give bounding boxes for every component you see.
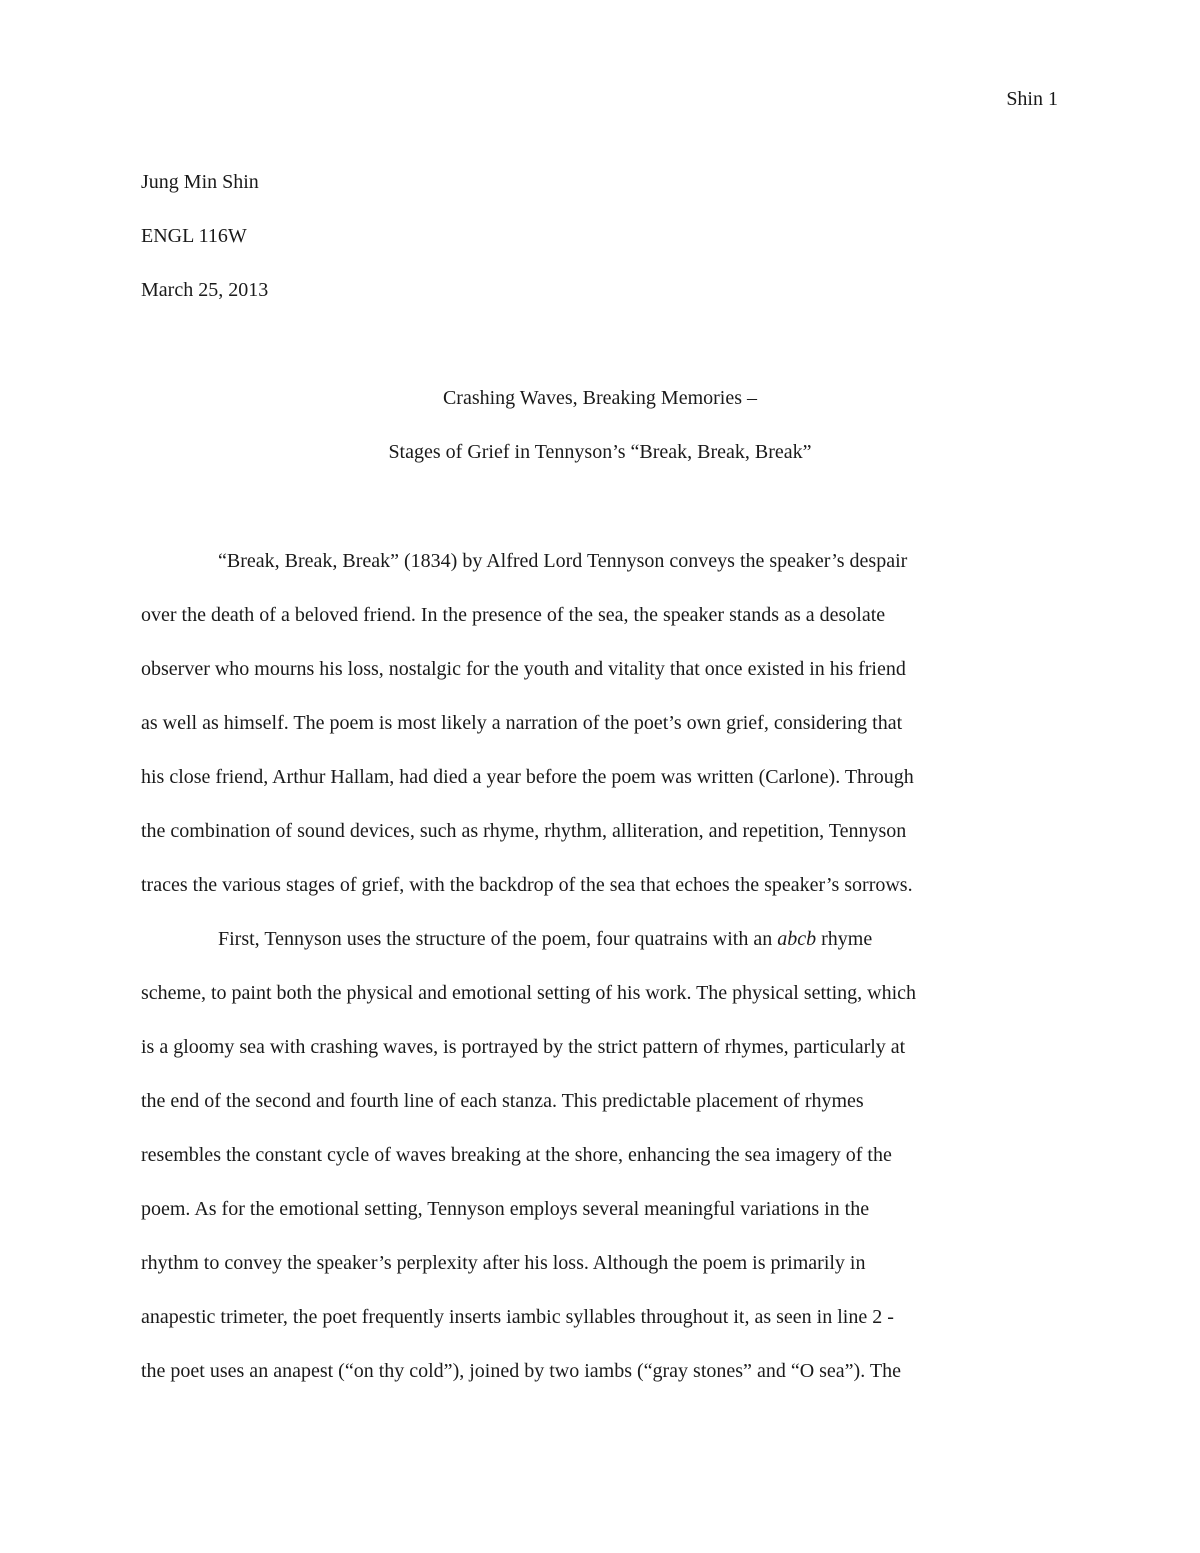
paragraph-line: resembles the constant cycle of waves breaking at the shore, enhancing the sea imagery of the [141,1144,892,1166]
essay-title [141,385,1059,493]
italic-term: abcb [777,928,817,950]
paragraph-line: his close friend, Arthur Hallam, had died a year before the poem was written (Carlone). Through [141,766,914,788]
running-head: Shin 1 [1006,88,1058,110]
paragraph-line: anapestic trimeter, the poet frequently inserts iambic syllables throughout it, as seen in line 2 - [141,1306,894,1328]
paragraph-line: the poet uses an anapest (“on thy cold”), joined by two iambs (“gray stones” and “O sea”). The [141,1360,901,1382]
course-name: ENGL 116W [141,225,247,247]
paragraph-line: over the death of a beloved friend. In the presence of the sea, the speaker stands as a desolate [141,604,886,626]
mla-heading [141,169,1059,331]
paragraph-2 [141,926,1059,1412]
paragraph-line: the combination of sound devices, such as rhyme, rhythm, alliteration, and repetition, Tennyson [141,820,907,842]
document-date: March 25, 2013 [141,279,269,301]
paragraph-line: the end of the second and fourth line of each stanza. This predictable placement of rhymes [141,1090,864,1112]
paragraph-line [141,926,1059,980]
paragraph-line: scheme, to paint both the physical and emotional setting of his work. The physical setting, which [141,982,917,1004]
text-run: rhyme [816,928,873,950]
paragraph-line: observer who mourns his loss, nostalgic for the youth and vitality that once existed in his friend [141,658,906,680]
paragraph-line: traces the various stages of grief, with the backdrop of the sea that echoes the speaker’s sorrows. [141,874,913,896]
paragraph-line: rhythm to convey the speaker’s perplexity after his loss. Although the poem is primarily in [141,1252,866,1274]
paragraph-line: “Break, Break, Break” (1834) by Alfred Lord Tennyson conveys the speaker’s despair [218,550,908,572]
title-line-1: Crashing Waves, Breaking Memories – [442,387,758,409]
paragraph-line: is a gloomy sea with crashing waves, is portrayed by the strict pattern of rhymes, particularly at [141,1036,906,1058]
title-line-2: Stages of Grief in Tennyson’s “Break, Break, Break” [388,441,812,463]
author-name: Jung Min Shin [141,171,259,193]
paragraph-line: poem. As for the emotional setting, Tennyson employs several meaningful variations in the [141,1198,870,1220]
essay-body [141,548,1059,1412]
text-run: First, Tennyson uses the structure of the poem, four quatrains with an [218,928,778,950]
paragraph-1 [141,548,1059,926]
paragraph-line: as well as himself. The poem is most likely a narration of the poet’s own grief, considering that [141,712,903,734]
